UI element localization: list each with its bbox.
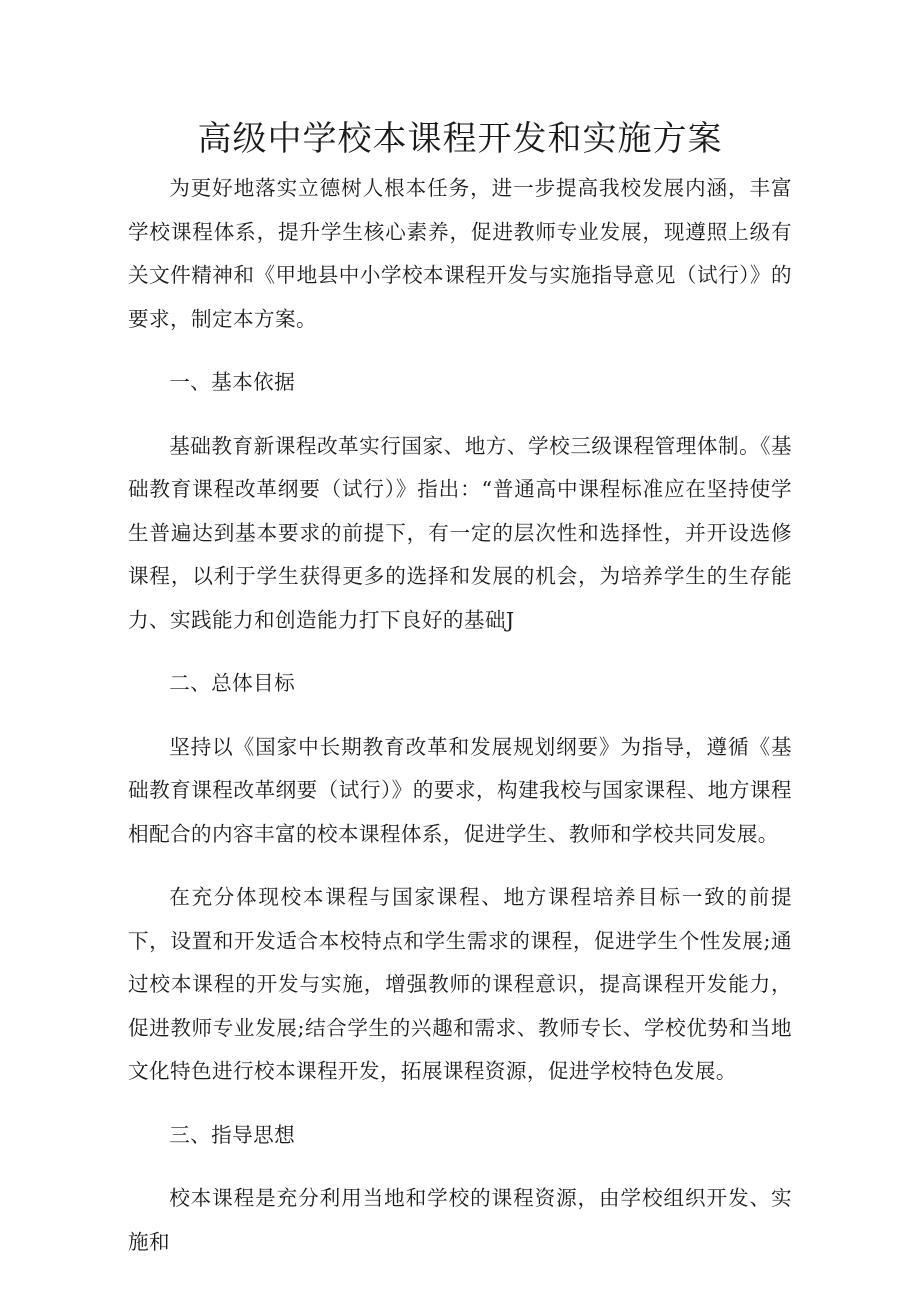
- goals-paragraph-1: 坚持以《国家中长期教育改革和发展规划纲要》为指导，遵循《基础教育课程改革纲要（试行）》的要求，构建我校与国家课程、地方课程相配合的内容丰富的校本课程体系，促进学生、教师和学校共同发展。: [128, 734, 792, 846]
- section-heading-goals: 二、总体目标: [169, 671, 296, 695]
- goals-paragraph-2: 在充分体现校本课程与国家课程、地方课程培养目标一致的前提下，设置和开发适合本校特点和学生需求的课程，促进学生个性发展;通过校本课程的开发与实施，增强教师的课程意识，提高课程开发能力，促进教师专业发展;结合学生的兴趣和需求、教师专长、学校优势和当地文化特色进行校本课程开发，拓展课程资源，促进学校特色发展。: [128, 885, 792, 1083]
- intro-paragraph: 为更好地落实立德树人根本任务，进一步提高我校发展内涵，丰富学校课程体系，提升学生核心素养，促进教师专业发展，现遵照上级有关文件精神和《甲地县中小学校本课程开发与实施指导意见（试行）》的要求，制定本方案。: [128, 176, 792, 331]
- document-body: [128, 167, 792, 1284]
- document-title: 高级中学校本课程开发和实施方案: [197, 119, 723, 159]
- section-heading-basis: 一、基本依据: [169, 370, 296, 394]
- basis-paragraph: 基础教育新课程改革实行国家、地方、学校三级课程管理体制。《基础教育课程改革纲要（试行）》指出：“普通高中课程标准应在坚持使学生普遍达到基本要求的前提下，有一定的层次性和选择性，并开设选修课程，以利于学生获得更多的选择和发展的机会，为培养学生的生存能力、实践能力和创造能力打下良好的基础J: [128, 433, 792, 632]
- section-heading-guiding-thought: 三、指导思想: [169, 1122, 296, 1147]
- guiding-thought-paragraph: 校本课程是充分利用当地和学校的课程资源，由学校组织开发、实施和: [128, 1186, 792, 1254]
